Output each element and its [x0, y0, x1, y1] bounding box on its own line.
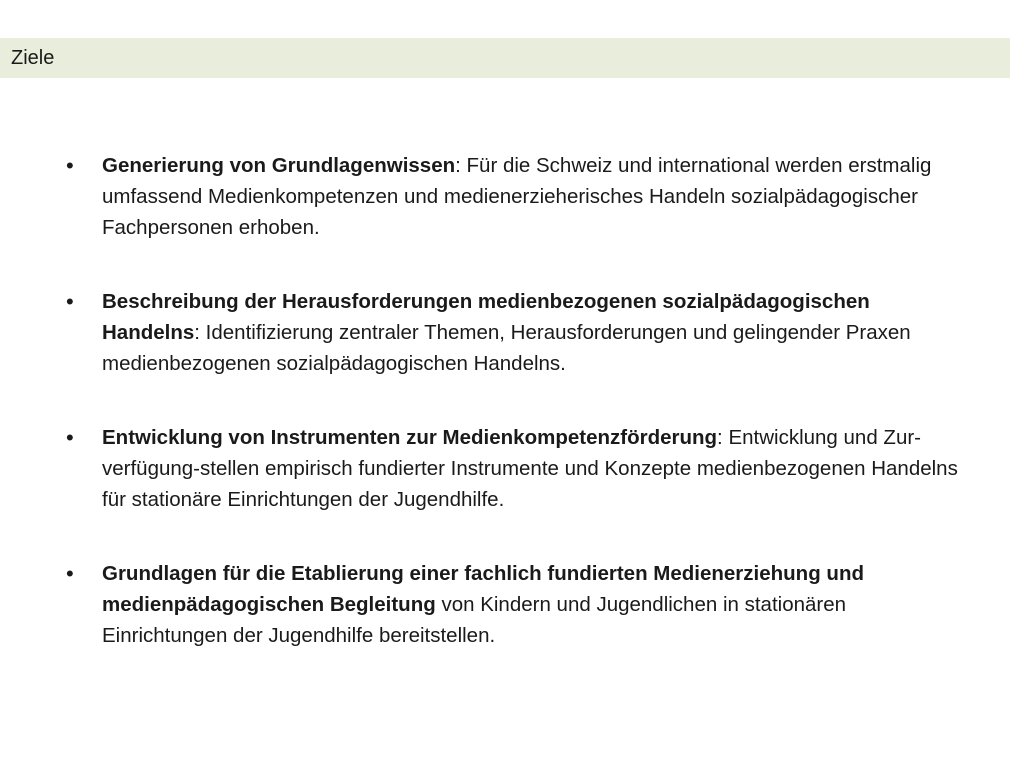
slide-title: Ziele [11, 47, 55, 69]
bullet-text: : Entwicklung und Zur-verfügung-stellen empirisch fundierter Instrumente und Konzepte medienbezogenen Handelns für stationäre Einrichtungen der Jugendhilfe. [102, 426, 958, 511]
bullet-heading: Entwicklung von Instrumenten zur Medienkompetenzförderung [102, 426, 718, 449]
list-item [60, 558, 960, 651]
list-item [60, 422, 960, 515]
title-bar [0, 38, 1010, 78]
bullet-icon: • [66, 153, 74, 178]
bullet-list [60, 150, 960, 651]
bullet-icon: • [66, 425, 74, 450]
bullet-heading: Beschreibung der Herausforderungen medienbezogenen sozialpädagogischen Handelns [102, 290, 870, 344]
list-item [60, 150, 960, 243]
bullet-text: : Für die Schweiz und international werden erstmalig umfassend Medienkompetenzen und medienerzieherisches Handeln sozialpädagogischer Fachpersonen erhoben. [102, 154, 932, 239]
bullet-heading: Generierung von Grundlagenwissen [102, 154, 456, 177]
bullet-heading: Grundlagen für die Etablierung einer fachlich fundierten Medienerziehung und medienpädagogischen Begleitung [102, 562, 864, 616]
list-item [60, 286, 960, 379]
bullet-text: : Identifizierung zentraler Themen, Herausforderungen und gelingender Praxen medienbezogenen sozialpädagogischen Handelns. [102, 321, 911, 375]
bullet-icon: • [66, 289, 74, 314]
bullet-text: von Kindern und Jugendlichen in stationären Einrichtungen der Jugendhilfe bereitstellen. [102, 593, 847, 647]
bullet-icon: • [66, 561, 74, 586]
